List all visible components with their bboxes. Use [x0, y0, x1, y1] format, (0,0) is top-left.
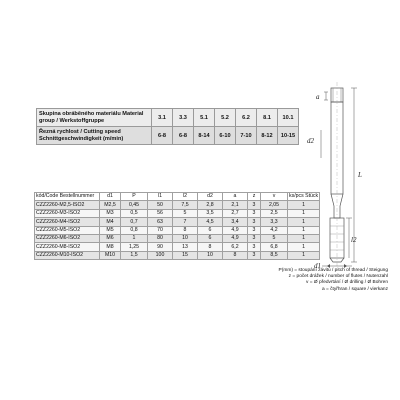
- table-cell: 2,05: [261, 201, 288, 209]
- table-cell: 1: [288, 226, 320, 234]
- table-cell: M8: [100, 243, 121, 251]
- table-cell: 6,2: [223, 243, 248, 251]
- col-header-v: v: [261, 193, 288, 201]
- group-cell: 8.1: [257, 109, 278, 127]
- product-code-cell: CZZ2260-M8-ISO2: [35, 243, 100, 251]
- table-cell: 2,8: [198, 201, 223, 209]
- table-header-row: [35, 193, 320, 201]
- product-code-cell: CZZ2260-M5-ISO2: [35, 226, 100, 234]
- table-cell: 1,5: [121, 251, 148, 259]
- table-cell: 4,9: [223, 226, 248, 234]
- table-cell: 3,5: [198, 209, 223, 217]
- table-cell: 10: [198, 251, 223, 259]
- table-cell: 4,9: [223, 234, 248, 242]
- speed-cell: 6-8: [173, 127, 194, 145]
- product-code-cell: CZZ2260-M10-ISO2: [35, 251, 100, 259]
- speed-cell: 6-8: [152, 127, 173, 145]
- table-cell: 90: [148, 243, 173, 251]
- table-cell: 2,1: [223, 201, 248, 209]
- table-cell: 100: [148, 251, 173, 259]
- table-cell: 1: [288, 218, 320, 226]
- group-cell: 6.2: [236, 109, 257, 127]
- speed-cell: 8-12: [257, 127, 278, 145]
- cutting-speed-header: Řezná rychlost / Cutting speed Schnittgeschwindigkeit (m/min): [37, 127, 152, 145]
- table-cell: 10: [173, 234, 198, 242]
- group-cell: 10.1: [278, 109, 299, 127]
- table-cell: 3: [248, 201, 261, 209]
- product-code-cell: CZZ2260-M6-ISO2: [35, 234, 100, 242]
- table-cell: 63: [148, 218, 173, 226]
- table-cell: 15: [173, 251, 198, 259]
- table-cell: 1: [288, 243, 320, 251]
- table-cell: 6,8: [261, 243, 288, 251]
- table-row: [35, 234, 320, 242]
- table-cell: M5: [100, 226, 121, 234]
- tool-dimensions-table: [34, 192, 320, 260]
- material-group-row: [37, 109, 299, 127]
- table-cell: 1: [288, 251, 320, 259]
- table-cell: 6: [198, 234, 223, 242]
- table-cell: 0,45: [121, 201, 148, 209]
- col-header-code: kód/Code Bestellnummer: [35, 193, 100, 201]
- table-cell: 8: [198, 243, 223, 251]
- table-cell: 0,8: [121, 226, 148, 234]
- table-cell: 3,4: [223, 218, 248, 226]
- label-a: a: [316, 93, 320, 101]
- product-code-cell: CZZ2260-M3-ISO2: [35, 209, 100, 217]
- table-cell: 6: [198, 226, 223, 234]
- product-code-cell: CZZ2260-M2,5-ISO2: [35, 201, 100, 209]
- table-cell: M10: [100, 251, 121, 259]
- table-cell: 7: [173, 218, 198, 226]
- table-cell: 8: [223, 251, 248, 259]
- label-l2: l2: [351, 236, 357, 244]
- table-row: [35, 218, 320, 226]
- table-cell: 13: [173, 243, 198, 251]
- speed-cell: 10-15: [278, 127, 299, 145]
- col-header-z: z: [248, 193, 261, 201]
- legend-line: P(mm) = stoupání závitu / pitch of thread / Steigung: [278, 268, 388, 273]
- table-cell: 50: [148, 201, 173, 209]
- table-cell: 1,25: [121, 243, 148, 251]
- speed-cell: 7-10: [236, 127, 257, 145]
- table-row: [35, 201, 320, 209]
- table-cell: M2,5: [100, 201, 121, 209]
- table-cell: 3: [248, 251, 261, 259]
- table-cell: 1: [288, 201, 320, 209]
- col-header-d1: d1: [100, 193, 121, 201]
- table-cell: 5: [173, 209, 198, 217]
- legend-line: a = čtyřhran / square / vierkanz: [322, 286, 388, 292]
- legend-line: z = počet drážek / number of flutes / Nutenzahl: [288, 274, 388, 280]
- col-header-d2: d2: [198, 193, 223, 201]
- symbol-legend: [188, 268, 388, 293]
- legend-line: v = Ø předvrtání / Ø drilling / Ø Bohren: [306, 280, 388, 286]
- cutting-speed-row: [37, 127, 299, 145]
- table-cell: M3: [100, 209, 121, 217]
- speed-cell: 8-14: [194, 127, 215, 145]
- table-row: [35, 209, 320, 217]
- table-cell: 3: [248, 226, 261, 234]
- table-cell: 3: [248, 218, 261, 226]
- table-cell: 56: [148, 209, 173, 217]
- table-cell: 1: [288, 209, 320, 217]
- col-header-pcs: ks/pcs Stück: [289, 193, 319, 200]
- table-cell: 0,5: [121, 209, 148, 217]
- table-cell: 4,2: [261, 226, 288, 234]
- table-cell: 1: [288, 234, 320, 242]
- material-group-header: Skupina obráběného materiálu Material group / Werkstoffgruppe: [37, 109, 152, 127]
- table-cell: M4: [100, 218, 121, 226]
- col-header-l1: l1: [148, 193, 173, 201]
- label-d1: d1: [314, 262, 321, 270]
- group-cell: 3.1: [152, 109, 173, 127]
- product-code-cell: CZZ2260-M4-ISO2: [35, 218, 100, 226]
- table-cell: 8,5: [261, 251, 288, 259]
- col-header-l2: l2: [173, 193, 198, 201]
- table-cell: 70: [148, 226, 173, 234]
- table-cell: 0,7: [121, 218, 148, 226]
- col-header-a: a: [223, 193, 248, 201]
- label-d2: d2: [307, 137, 314, 145]
- table-cell: 80: [148, 234, 173, 242]
- table-cell: M6: [100, 234, 121, 242]
- group-cell: 5.1: [194, 109, 215, 127]
- table-cell: 2,5: [261, 209, 288, 217]
- table-cell: 3: [248, 243, 261, 251]
- table-row: [35, 251, 320, 259]
- table-cell: 3,3: [261, 218, 288, 226]
- speed-cell: 6-10: [215, 127, 236, 145]
- table-cell: 7,5: [173, 201, 198, 209]
- group-cell: 3.3: [173, 109, 194, 127]
- table-cell: 5: [261, 234, 288, 242]
- table-cell: 1: [121, 234, 148, 242]
- table-cell: 3: [248, 234, 261, 242]
- table-row: [35, 243, 320, 251]
- table-cell: 8: [173, 226, 198, 234]
- table-cell: 4,5: [198, 218, 223, 226]
- group-cell: 5.2: [215, 109, 236, 127]
- table-row: [35, 226, 320, 234]
- table-cell: 2,7: [223, 209, 248, 217]
- col-header-p: P: [121, 193, 148, 201]
- material-group-table: [36, 108, 299, 145]
- label-L: L: [358, 171, 362, 179]
- table-cell: 3: [248, 209, 261, 217]
